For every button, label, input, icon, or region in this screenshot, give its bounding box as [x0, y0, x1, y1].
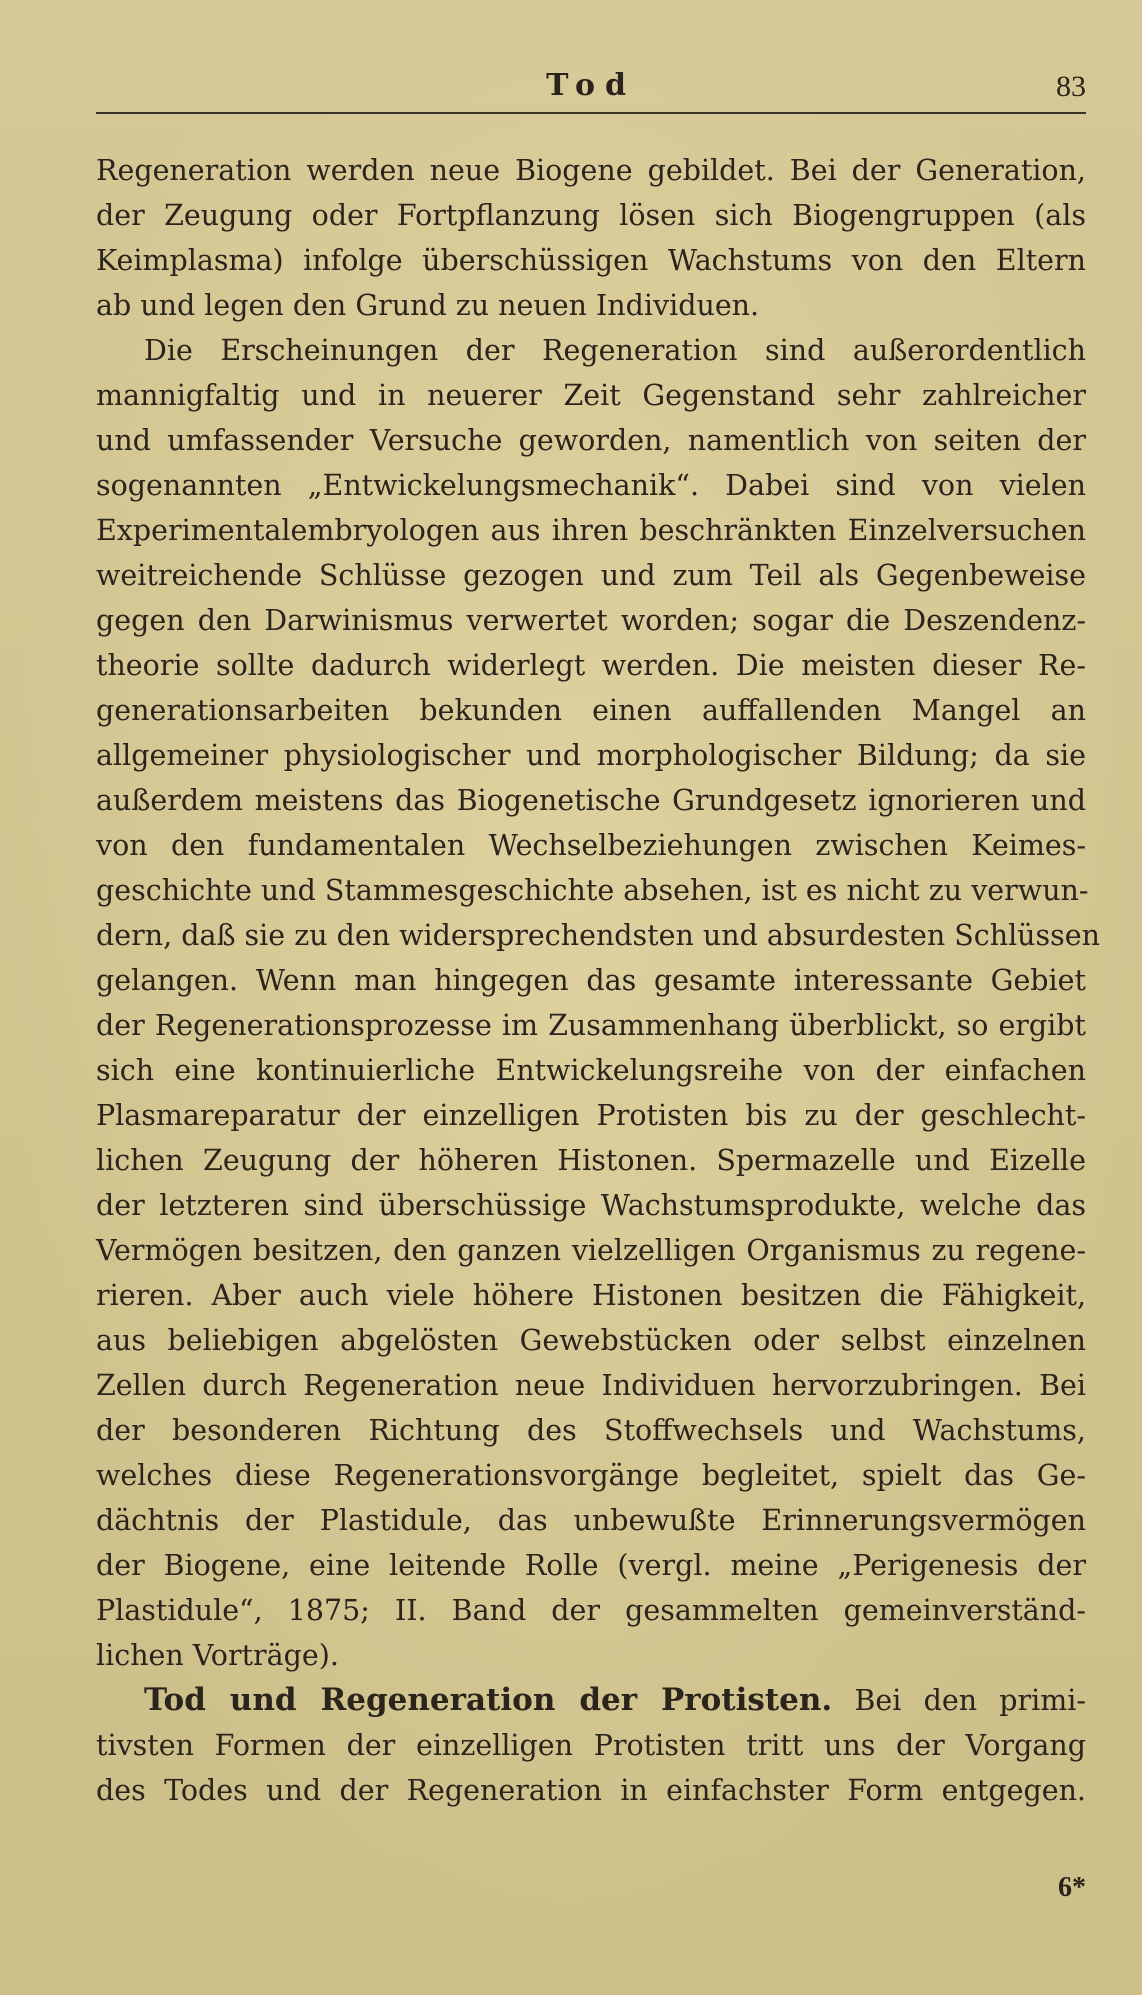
printer-signature: 6* — [1058, 1872, 1086, 1903]
text-line: Plastidule“, 1875; II. Band der gesammelten gemeinverständ- — [96, 1594, 1086, 1627]
text-line: der Zeugung oder Fortpflanzung lösen sich Biogengruppen (als — [96, 199, 1086, 232]
text-line: mannigfaltig und in neuerer Zeit Gegenstand sehr zahlreicher — [96, 379, 1086, 412]
text-line: der Regenerationsprozesse im Zusammenhang überblickt, so ergibt — [96, 1009, 1086, 1042]
text-line: der letzteren sind überschüssige Wachstumsprodukte, welche das — [96, 1189, 1086, 1222]
text-line: theorie sollte dadurch widerlegt werden. Die meisten dieser Re- — [96, 649, 1086, 682]
text-line: gegen den Darwinismus verwertet worden; sogar die Deszendenz- — [96, 604, 1086, 637]
text-line: Keimplasma) infolge überschüssigen Wachstums von den Eltern — [96, 244, 1086, 277]
text-line: der besonderen Richtung des Stoffwechsels und Wachstums, — [96, 1414, 1086, 1447]
text-line: aus beliebigen abgelösten Gewebstücken oder selbst einzelnen — [96, 1324, 1086, 1357]
text-line: dern, daß sie zu den widersprechendsten und absurdesten Schlüssen — [96, 919, 1101, 952]
section-line1-rest: Bei den primi- — [854, 1684, 1087, 1717]
page-number: 83 — [1056, 70, 1086, 103]
text-line: allgemeiner physiologischer und morphologischer Bildung; da sie — [96, 739, 1086, 772]
text-line: rieren. Aber auch viele höhere Histonen besitzen die Fähigkeit, — [96, 1279, 1086, 1312]
text-line: generationsarbeiten bekunden einen auffallenden Mangel an — [96, 694, 1086, 727]
text-line: der Biogene, eine leitende Rolle (vergl. meine „Perigenesis der — [96, 1549, 1086, 1582]
section-first-line — [96, 1678, 1086, 1723]
text-line: weitreichende Schlüsse gezogen und zum Teil als Gegenbeweise — [96, 559, 1086, 592]
text-line: Die Erscheinungen der Regeneration sind außerordentlich — [144, 334, 1086, 367]
text-line: sich eine kontinuierliche Entwickelungsreihe von der einfachen — [96, 1054, 1086, 1087]
text-line: welches diese Regenerationsvorgänge begleitet, spielt das Ge- — [96, 1459, 1086, 1492]
text-line: tivsten Formen der einzelligen Protisten tritt uns der Vorgang — [96, 1729, 1086, 1762]
text-line: Vermögen besitzen, den ganzen vielzelligen Organismus zu regene- — [96, 1234, 1086, 1267]
text-line: ab und legen den Grund zu neuen Individuen. — [96, 289, 760, 322]
text-line: dächtnis der Plastidule, das unbewußte Erinnerungsvermögen — [96, 1504, 1086, 1537]
text-line: Plasmareparatur der einzelligen Protisten bis zu der geschlecht- — [96, 1099, 1086, 1132]
text-line: des Todes und der Regeneration in einfachster Form entgegen. — [96, 1774, 1086, 1807]
running-header — [96, 62, 1086, 114]
text-line: sogenannten „Entwickelungsmechanik“. Dabei sind von vielen — [96, 469, 1086, 502]
text-line: Regeneration werden neue Biogene gebildet. Bei der Generation, — [96, 154, 1086, 187]
text-line: und umfassender Versuche geworden, namentlich von seiten der — [96, 424, 1086, 457]
section-heading: Tod und Regeneration der Protisten. — [144, 1682, 833, 1718]
text-line: außerdem meistens das Biogenetische Grundgesetz ignorieren und — [96, 784, 1086, 817]
text-line: gelangen. Wenn man hingegen das gesamte interessante Gebiet — [96, 964, 1086, 997]
body-text — [96, 148, 1101, 1813]
text-line: von den fundamentalen Wechselbeziehungen zwischen Keimes- — [96, 829, 1086, 862]
text-line: geschichte und Stammesgeschichte absehen, ist es nicht zu verwun- — [96, 874, 1089, 907]
text-line: lichen Zeugung der höheren Histonen. Spermazelle und Eizelle — [96, 1144, 1086, 1177]
running-title: Tod — [546, 68, 636, 103]
text-line: lichen Vorträge). — [96, 1639, 339, 1672]
text-line: Zellen durch Regeneration neue Individuen hervorzubringen. Bei — [96, 1369, 1086, 1402]
text-line: Experimentalembryologen aus ihren beschränkten Einzelversuchen — [96, 514, 1086, 547]
